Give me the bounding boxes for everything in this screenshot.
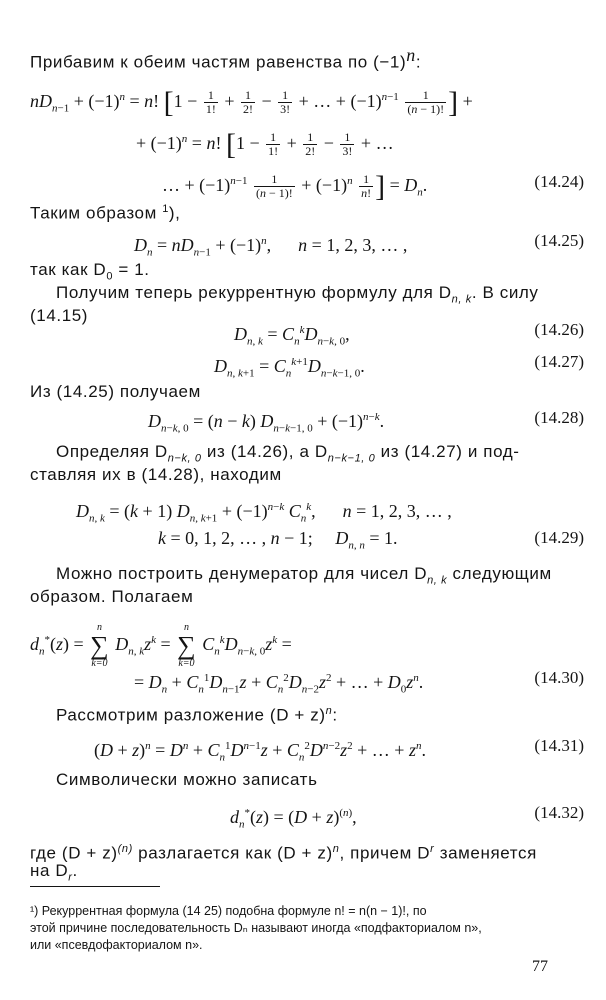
text: из (14.27) и под-: [375, 442, 520, 461]
superscript: n: [332, 843, 340, 855]
subscript: 0: [106, 270, 114, 283]
equation-line: $d_n^*(z) = (D + z)^{(n)}$,: [230, 807, 357, 831]
superscript: n: [325, 705, 333, 717]
equation-line: $D_{n-k, 0} = (n - k) D_{n-k-1, 0} + (-1)^{n-k}$.: [148, 411, 385, 435]
superscript: (n): [117, 843, 133, 855]
equation-line: $nD_{n-1} + (-1)^n = n$! [1 − $\frac{1}{1!}$ + $\frac{1}{2!}$ − $\frac{1}{3!}$ + … + $(-1)^{n-1}$ $\frac{1}{(n - 1)!}$ ] +: [30, 85, 473, 119]
subscript: n−k, 0: [167, 452, 202, 465]
text: = 1.: [113, 260, 150, 279]
text: Определяя D: [56, 442, 168, 461]
equation-number: (14.27): [534, 352, 584, 371]
text: разлагается как (D + z): [132, 843, 333, 863]
text: заменяется: [434, 843, 537, 863]
text-line: [30, 198, 181, 225]
text-line: [30, 586, 193, 608]
footnote-line: этой причине последовательность Dₙ называют иногда «подфакториалом n»,: [30, 921, 482, 935]
equation-number: (14.30): [534, 668, 584, 687]
equation-line: + $(-1)^n = n$! [1 − $\frac{1}{1!}$ + $\frac{1}{2!}$ − $\frac{1}{3!}$ + …: [136, 127, 394, 161]
equation-number: (14.28): [534, 408, 584, 427]
text: Символически можно записать: [56, 770, 318, 789]
equation-line: = $D_n + C_n^1D_{n-1}z + C_n^2D_{n-2}z^2$ + … + $D_0z^n$.: [134, 672, 424, 696]
text: (14.15): [30, 306, 89, 325]
text: Таким образом: [30, 203, 157, 223]
equation-number: (14.32): [534, 803, 584, 822]
text: ставляя их в (14.28), находим: [30, 465, 282, 484]
text-line: [56, 769, 318, 791]
text-line: [56, 282, 539, 310]
footnote-divider: [30, 886, 160, 887]
equation-number: (14.26): [534, 320, 584, 339]
text-line: [30, 838, 537, 865]
equation-number: (14.31): [534, 736, 584, 755]
text-line: [30, 860, 78, 888]
equation-line: $D_{n, k} = (k + 1) D_{n, k+1} + (-1)^{n-k}$ $C_n^k$, n = 1, 2, 3, … ,: [76, 501, 452, 525]
equation-line: $D_{n, k} = C_n^kD_{n-k, 0}$,: [234, 324, 350, 348]
text: Рассмотрим разложение (D + z): [56, 705, 326, 725]
text: :: [332, 705, 338, 725]
footnote-line: или «псевдофакториалом n».: [30, 938, 203, 952]
text: , причем D: [339, 843, 431, 863]
text: ),: [168, 203, 181, 223]
text-line: [30, 464, 282, 486]
equation-number: (14.25): [534, 231, 584, 250]
footnote-line: ¹) Рекуррентная формула (14 25) подобна формуле n! = n(n − 1)!, по: [30, 904, 427, 918]
subscript: n, k: [451, 293, 472, 306]
text: где (D + z): [30, 843, 118, 863]
equation-line: … + $(-1)^{n-1}$ $\frac{1}{(n - 1)!}$ + $(-1)^n$ $\frac{1}{n!}$ ] = $D_n$.: [162, 169, 428, 203]
text: Из (14.25) получаем: [30, 382, 201, 401]
text-line: [56, 700, 338, 727]
text: . В силу: [471, 283, 539, 302]
text: образом. Полагаем: [30, 587, 194, 606]
text: следующим: [447, 564, 552, 583]
equation-line: $D_{n, k+1} = C_n^{k+1}D_{n-k-1, 0}$.: [214, 356, 365, 380]
subscript: r: [68, 871, 73, 884]
text: на D: [30, 861, 69, 880]
equation-line: $D_n = nD_{n-1} + (-1)^n$, n = 1, 2, 3, … ,: [134, 235, 408, 259]
subscript: n, k: [427, 574, 448, 587]
superscript: r: [430, 843, 435, 855]
equation-line: $(D + z)^n = D^n + C_n^1D^{n-1}z + C_n^2D^{n-2}z^2$ + … + $z^n$.: [94, 740, 426, 764]
subscript: n−k−1, 0: [327, 452, 376, 465]
text: Получим теперь рекуррентную формулу для D: [56, 283, 452, 302]
equation-line: k = 0, 1, 2, … , n − 1; $D_{n, n} = 1$.: [158, 528, 398, 552]
text: Прибавим к обеим частям равенства по (−1): [30, 52, 407, 72]
footnote-marker: 1: [162, 203, 169, 215]
text-line: [30, 44, 421, 74]
equation-line: $d_n^*(z)$ = n ∑ k=0 $D_{n, k}z^k$ = n ∑ k=0 $C_n^kD_{n-k, 0}z^k$ =: [30, 622, 292, 669]
text: из (14.26), а D: [201, 442, 328, 461]
text: Можно построить денумератор для чисел D: [56, 564, 428, 583]
superscript: n: [406, 45, 416, 65]
text: .: [72, 861, 78, 880]
equation-number: (14.24): [534, 172, 584, 191]
text-line: [30, 305, 88, 327]
page-number: 77: [532, 958, 548, 975]
text-line: [30, 381, 201, 403]
equation-number: (14.29): [534, 528, 584, 547]
text: так как D: [30, 260, 107, 279]
text: :: [415, 52, 422, 72]
